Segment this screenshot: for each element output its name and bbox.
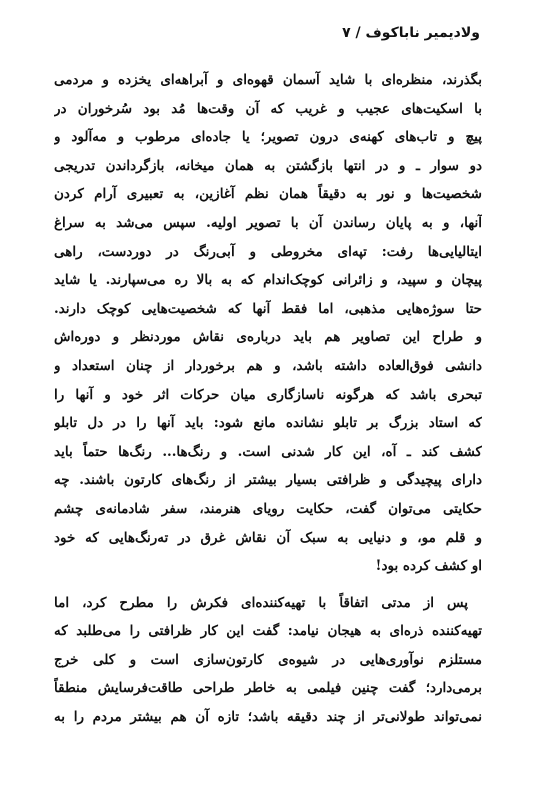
text-line: پیچان و سپید، و زائرانی کوچک‌اندام که به بالا ره می‌سپارند. یا شاید (54, 272, 482, 289)
paragraph-1 (54, 66, 482, 323)
text-line: تبحری باشد که هرگونه ناسازگاری میان حرکات اثر خود و آنها را (54, 386, 482, 403)
text-line: کشف کند ـ آه، این کار شدنی است. و رنگ‌ها... رنگ‌ها حتماً باید (54, 443, 482, 460)
running-header: ولادیمیر ناباکوف / ۷ (342, 25, 480, 41)
text-line: که استاد بزرگ بر تابلو نشانده مانع شود: باید آنها را در دل تابلو (54, 415, 482, 432)
text-line: بگذرند، منظره‌ای با شاید آسمان قهوه‌ای و آبراهه‌ای یخزده و مردمی (54, 72, 482, 88)
text-line: او کشف کرده بود! (375, 558, 482, 575)
text-line: ایتالیایی‌ها رفت: تپه‌ای مخروطی و آبی‌رنگ در دوردست، راهی (54, 243, 482, 260)
text-line: برمی‌دارد؛ گفت چنین فیلمی به خاطر طراحی طاقت‌فرسایش منطقاً (54, 680, 482, 697)
text-line: آنها، و به پایان رساندن آن با تصویر اولیه. سپس می‌شد به سراغ (54, 214, 482, 231)
paragraph-gap (54, 581, 482, 589)
text-line: پیچ و تاب‌های کهنه‌ی درون تصویر؛ یا جاده‌ای مرطوب و مه‌آلود و (54, 129, 482, 146)
body-text (54, 66, 482, 732)
text-line: پس از مدتی اتفاقاً با تهیه‌کننده‌ای فکرش را مطرح کرد، اما (54, 594, 468, 611)
text-line: و قلم مو، و دنیایی به سبک آن نقاش غرق در ته‌رنگ‌هایی که خود (54, 529, 482, 546)
text-line: حتا سوژه‌هایی مذهبی، اما فقط آنها که شخصیت‌هایی کوچک دارند. (54, 300, 482, 317)
paragraph-2 (54, 323, 482, 580)
text-line: مستلزم نوآوری‌هایی در شیوه‌ی کارتون‌سازی است و کلی خرج (54, 651, 482, 668)
text-line: دارای پیچیدگی و ظرافتی بسیار بیشتر از رنگ‌های کارتون باشند. چه (54, 472, 482, 489)
text-line: دو سوار ـ و در انتها بازگشتن به همان میخانه، بازگرداندن تدریجی (54, 157, 482, 174)
text-line: تهیه‌کننده ذره‌ای به هیجان نیامد: گفت این کار ظرافتی را می‌طلبد که (54, 623, 482, 640)
text-line: حکایتی می‌توان گفت، حکایت رویای هنرمند، سفر شادمانه‌ی چشم (54, 500, 482, 517)
text-line: دانشی فوق‌العاده داشته باشد، و هم برخوردار از چنان استعداد و (54, 357, 482, 374)
text-line: با اسکیت‌های عجیب و غریب که آن وقت‌ها مُد بود سُرخوران در (54, 100, 482, 117)
text-line: نمی‌تواند طولانی‌تر از چند دقیقه باشد؛ تازه آن هم بیشتر مردم را به (54, 709, 482, 726)
text-line: و طراح این تصاویر هم باید درباره‌ی نقاش موردنظر و دوره‌اش (54, 329, 482, 346)
text-line: شخصیت‌ها و نور به دقیقاً همان نظم آغازین، به تعبیری آرام کردن (54, 186, 482, 203)
paragraph-3 (54, 589, 482, 732)
